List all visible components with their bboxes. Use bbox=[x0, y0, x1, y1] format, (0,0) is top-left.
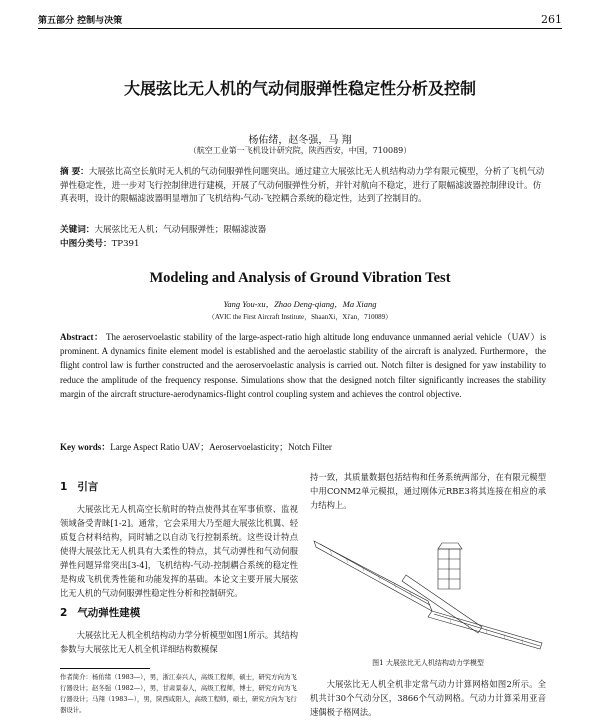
section-1-number: 1 bbox=[60, 481, 68, 493]
affiliation-chinese: （航空工业第一飞机设计研究院，陕西西安，中国，710089） bbox=[188, 146, 412, 155]
keywords-en-label: Key words： bbox=[60, 442, 111, 452]
clc-number bbox=[60, 237, 546, 249]
running-header bbox=[38, 8, 562, 29]
author-footnote: 作者简介：杨佑绪（1983—），男，浙江泰兴人，高级工程师，硕士，研究方向为飞行器设计；赵冬强（1982—），男，甘肃景泰人，高级工程师，博士，研究方向为飞行器设计；马翔（1983—），男，陕西咸阳人，高级工程师，硕士，研究方向为飞行器设计。 bbox=[60, 673, 297, 714]
abstract-cn-label: 摘 要： bbox=[60, 167, 89, 177]
keywords-cn-label: 关键词： bbox=[60, 225, 95, 235]
keywords-english bbox=[60, 440, 546, 453]
title-chinese: 大展弦比无人机的气动伺服弹性稳定性分析及控制 bbox=[123, 79, 476, 98]
keywords-chinese bbox=[60, 223, 546, 235]
left-wing bbox=[314, 541, 432, 611]
keywords-en-text: Large Aspect Ratio UAV；Aeroservoelasticity；Notch Filter bbox=[110, 442, 332, 452]
authors-english: Yang You-xu，Zhao Deng-qiang，Ma Xiang bbox=[223, 299, 377, 309]
authors-chinese: 杨佑绪，赵冬强，马 翔 bbox=[248, 135, 352, 146]
abstract-en-label: Abstract： bbox=[60, 332, 104, 342]
right-column-top-text: 持一致，其质量数据包括结构和任务系统两部分，在有限元模型中用CONM2单元模拟，通过刚体元RBE3将其连接在相应的承力结构上。 bbox=[310, 472, 546, 510]
clc-label: 中图分类号： bbox=[60, 239, 112, 249]
footnote-rule bbox=[60, 668, 150, 669]
section-1-heading bbox=[60, 480, 298, 494]
right-column-bottom bbox=[310, 677, 546, 719]
section-2-heading bbox=[60, 606, 298, 620]
fuselage bbox=[402, 575, 482, 633]
clc-text: TP391 bbox=[111, 239, 140, 249]
abstract-en-text: The aeroservoelastic stability of the large-aspect-ratio high altitude long enduvance unmanned aerial vehicle（UAV）is prominent. A dynamics finite element model is established and the aeroelastic stability of the aircraft is analyzed. Furthermore，the flight control law is further constructed and the aeroservoelastic analysis is carried out. Notch filter is designed for yaw instability to reduce the amplitude of the frequency response. Simulations show that the designed notch filter significantly increases the stability margin of the aircraft structure-aerodynamics-flight control coupling system and achieves the control objective. bbox=[60, 332, 546, 399]
keywords-cn-text: 大展弦比无人机；气动伺服弹性；限幅滤波器 bbox=[94, 225, 267, 235]
section-2-body: 大展弦比无人机全机结构动力学分析模型如图1所示。其结构参数与大展弦比无人机全机详细结构数模保 bbox=[60, 630, 298, 654]
figure-1-fem-model bbox=[310, 515, 546, 650]
right-column-bottom-text: 大展弦比无人机全机非定常气动力计算网格如图2所示。全机共计30个气动分区，3866个气动网格。气动力计算采用亚音速偶极子格网法。 bbox=[310, 679, 546, 717]
affiliation-english: （AVIC the First Aircraft Institute，ShaanXi，Xi'an，710089） bbox=[207, 313, 393, 321]
abstract-english bbox=[60, 330, 546, 401]
abstract-chinese bbox=[60, 166, 546, 207]
header-section: 第五部分 控制与决策 bbox=[38, 16, 123, 26]
section-2-title: 气动弹性建模 bbox=[77, 607, 141, 619]
right-wing bbox=[428, 611, 542, 649]
figure-1-caption: 图1 大展弦比无人机结构动力学模型 bbox=[372, 659, 484, 667]
left-column bbox=[60, 474, 298, 656]
section-1-title: 引言 bbox=[77, 481, 99, 493]
title-english: Modeling and Analysis of Ground Vibration Test bbox=[149, 270, 451, 286]
section-2-number: 2 bbox=[60, 607, 68, 619]
abstract-cn-text: 大展弦比高空长航时无人机的气动伺服弹性问题突出。通过建立大展弦比无人机结构动力学有限元模型，分析了飞机气动弹性稳定性，进一步对飞行控制律进行建模，开展了气动伺服弹性分析，并针对航向不稳定，进行了限幅滤波器控制律设计。仿真表明，设计的限幅滤波器明显增加了飞机结构-气动-飞控耦合系统的稳定性，达到了控制目的。 bbox=[60, 167, 545, 205]
page-number: 261 bbox=[541, 13, 562, 26]
section-1-body: 大展弦比无人机高空长航时的特点使得其在军事侦察、监视领域备受青睐[1-2]。通常，它会采用大乃至超大展弦比机翼、轻质复合材料结构，同时辅之以自动飞行控制系统。这些设计特点使得大展弦比无人机具有大柔性的特点，其气动弹性和气动伺服弹性问题异常突出[3-4]，飞机结构-气动-控制耦合系统的稳定性是构成飞机优秀性能和功能发挥的基础。本论文主要开展大展弦比无人机的气动伺服弹性稳定性分析和控制研究。 bbox=[60, 504, 298, 598]
right-column-top bbox=[310, 470, 546, 512]
